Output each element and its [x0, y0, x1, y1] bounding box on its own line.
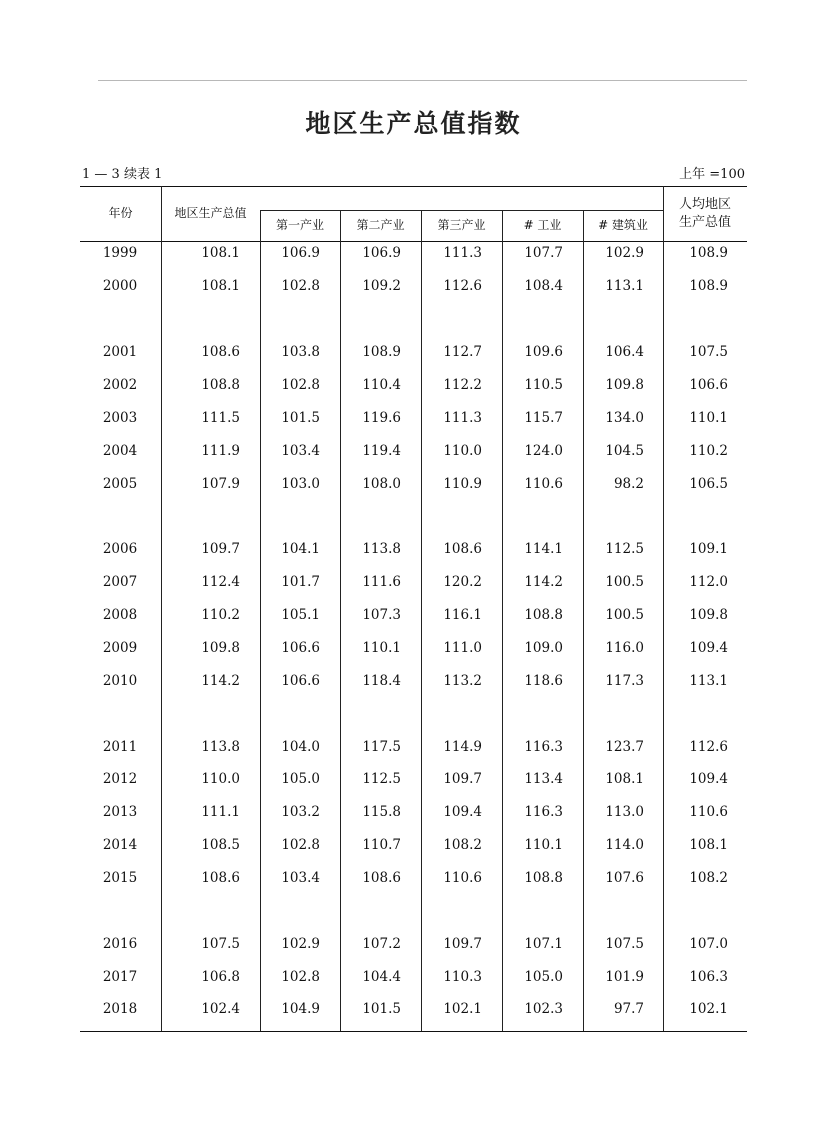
cell-secondary: 108.6 [362, 870, 401, 886]
cell-tertiary: 111.3 [443, 245, 482, 261]
cell-construction: 114.0 [605, 837, 644, 853]
header-construction: # 建筑业 [598, 218, 648, 232]
cell-industry: 108.8 [524, 870, 563, 886]
cell-industry: 113.4 [524, 771, 563, 787]
cell-secondary: 107.2 [362, 936, 401, 952]
cell-industry: 105.0 [524, 969, 563, 985]
cell-industry: 110.1 [524, 837, 563, 853]
cell-primary: 102.8 [281, 837, 320, 853]
table-row [80, 802, 747, 822]
cell-secondary: 111.6 [362, 574, 401, 590]
cell-secondary: 117.5 [362, 739, 401, 755]
cell-construction: 107.6 [605, 870, 644, 886]
cell-gdp: 108.8 [201, 377, 240, 393]
cell-year: 2014 [102, 837, 138, 853]
cell-gdp: 108.6 [201, 870, 240, 886]
cell-industry: 115.7 [524, 410, 563, 426]
table-row [80, 934, 747, 954]
subheader-rule [260, 210, 663, 211]
cell-per-capita: 108.1 [689, 837, 728, 853]
cell-year: 2015 [102, 870, 138, 886]
cell-gdp: 112.4 [201, 574, 240, 590]
cell-per-capita: 106.5 [689, 476, 728, 492]
cell-year: 2005 [102, 476, 138, 492]
table-row [80, 605, 747, 625]
cell-primary: 101.7 [281, 574, 320, 590]
cell-year: 2017 [102, 969, 138, 985]
cell-primary: 103.4 [281, 443, 320, 459]
cell-secondary: 107.3 [362, 607, 401, 623]
cell-per-capita: 108.9 [689, 245, 728, 261]
cell-construction: 113.1 [605, 278, 644, 294]
cell-construction: 101.9 [605, 969, 644, 985]
header-bottom-rule [80, 241, 747, 242]
cell-year: 2008 [102, 607, 138, 623]
cell-industry: 116.3 [524, 804, 563, 820]
cell-year: 2013 [102, 804, 138, 820]
cell-per-capita: 106.3 [689, 969, 728, 985]
cell-per-capita: 109.4 [689, 771, 728, 787]
cell-tertiary: 109.7 [443, 936, 482, 952]
cell-gdp: 108.6 [201, 344, 240, 360]
cell-per-capita: 110.6 [689, 804, 728, 820]
cell-primary: 106.6 [281, 640, 320, 656]
cell-construction: 106.4 [605, 344, 644, 360]
cell-gdp: 113.8 [201, 739, 240, 755]
cell-tertiary: 110.3 [443, 969, 482, 985]
cell-primary: 106.6 [281, 673, 320, 689]
cell-industry: 109.0 [524, 640, 563, 656]
header-year: 年份 [108, 206, 133, 220]
table-row [80, 276, 747, 296]
cell-secondary: 113.8 [362, 541, 401, 557]
table-row [80, 342, 747, 362]
cell-secondary: 112.5 [362, 771, 401, 787]
cell-construction: 97.7 [613, 1001, 644, 1017]
cell-per-capita: 110.2 [689, 443, 728, 459]
cell-industry: 107.7 [524, 245, 563, 261]
table-row [80, 243, 747, 263]
cell-secondary: 110.7 [362, 837, 401, 853]
cell-per-capita: 112.0 [689, 574, 728, 590]
cell-year: 2016 [102, 936, 138, 952]
cell-tertiary: 111.0 [443, 640, 482, 656]
cell-per-capita: 110.1 [689, 410, 728, 426]
cell-secondary: 104.4 [362, 969, 401, 985]
cell-year: 2018 [102, 1001, 138, 1017]
table-row [80, 375, 747, 395]
cell-construction: 116.0 [605, 640, 644, 656]
cell-year: 2002 [102, 377, 138, 393]
cell-secondary: 119.6 [362, 410, 401, 426]
cell-tertiary: 112.6 [443, 278, 482, 294]
cell-per-capita: 112.6 [689, 739, 728, 755]
cell-construction: 102.9 [605, 245, 644, 261]
table-row [80, 967, 747, 987]
cell-industry: 124.0 [524, 443, 563, 459]
cell-primary: 103.2 [281, 804, 320, 820]
cell-gdp: 108.1 [201, 278, 240, 294]
cell-per-capita: 109.1 [689, 541, 728, 557]
cell-tertiary: 110.9 [443, 476, 482, 492]
cell-per-capita: 109.4 [689, 640, 728, 656]
cell-year: 2011 [102, 739, 138, 755]
cell-construction: 123.7 [605, 739, 644, 755]
cell-tertiary: 109.4 [443, 804, 482, 820]
cell-primary: 103.0 [281, 476, 320, 492]
cell-industry: 109.6 [524, 344, 563, 360]
cell-tertiary: 112.2 [443, 377, 482, 393]
cell-construction: 100.5 [605, 607, 644, 623]
cell-gdp: 108.5 [201, 837, 240, 853]
cell-gdp: 102.4 [201, 1001, 240, 1017]
table-row [80, 671, 747, 691]
unit-note: 上年 =100 [679, 167, 745, 182]
cell-per-capita: 108.2 [689, 870, 728, 886]
cell-secondary: 118.4 [362, 673, 401, 689]
cell-primary: 106.9 [281, 245, 320, 261]
cell-primary: 105.1 [281, 607, 320, 623]
cell-per-capita: 107.0 [689, 936, 728, 952]
cell-primary: 102.8 [281, 278, 320, 294]
cell-gdp: 110.0 [201, 771, 240, 787]
header-tertiary: 第三产业 [437, 218, 486, 232]
cell-industry: 108.8 [524, 607, 563, 623]
cell-year: 1999 [102, 245, 138, 261]
cell-tertiary: 108.6 [443, 541, 482, 557]
cell-per-capita: 106.6 [689, 377, 728, 393]
cell-industry: 114.2 [524, 574, 563, 590]
cell-industry: 107.1 [524, 936, 563, 952]
cell-per-capita: 109.8 [689, 607, 728, 623]
header-primary: 第一产业 [275, 218, 324, 232]
cell-gdp: 111.5 [201, 410, 240, 426]
table-row [80, 868, 747, 888]
cell-per-capita: 113.1 [689, 673, 728, 689]
cell-primary: 104.0 [281, 739, 320, 755]
table-row [80, 539, 747, 559]
cell-construction: 108.1 [605, 771, 644, 787]
cell-industry: 118.6 [524, 673, 563, 689]
table-row [80, 572, 747, 592]
cell-industry: 108.4 [524, 278, 563, 294]
cell-secondary: 108.0 [362, 476, 401, 492]
cell-gdp: 109.7 [201, 541, 240, 557]
cell-primary: 102.8 [281, 969, 320, 985]
cell-tertiary: 120.2 [443, 574, 482, 590]
table-row [80, 638, 747, 658]
table-label: 1 — 3 续表 1 [82, 167, 163, 182]
top-rule [98, 80, 747, 81]
cell-primary: 104.1 [281, 541, 320, 557]
cell-tertiary: 112.7 [443, 344, 482, 360]
cell-per-capita: 107.5 [689, 344, 728, 360]
cell-gdp: 111.1 [201, 804, 240, 820]
cell-secondary: 119.4 [362, 443, 401, 459]
cell-tertiary: 110.0 [443, 443, 482, 459]
page-title: 地区生产总值指数 [305, 109, 522, 138]
cell-industry: 114.1 [524, 541, 563, 557]
table-row [80, 408, 747, 428]
cell-primary: 103.8 [281, 344, 320, 360]
cell-per-capita: 102.1 [689, 1001, 728, 1017]
cell-gdp: 107.5 [201, 936, 240, 952]
header-per-capita-line2: 生产总值 [678, 215, 731, 230]
cell-year: 2009 [102, 640, 138, 656]
table-row [80, 769, 747, 789]
cell-industry: 116.3 [524, 739, 563, 755]
cell-gdp: 110.2 [201, 607, 240, 623]
table-row [80, 474, 747, 494]
header-industry: # 工业 [523, 218, 562, 232]
cell-secondary: 108.9 [362, 344, 401, 360]
cell-secondary: 110.4 [362, 377, 401, 393]
table-bottom-rule [80, 1031, 747, 1032]
cell-year: 2006 [102, 541, 138, 557]
cell-tertiary: 116.1 [443, 607, 482, 623]
cell-construction: 100.5 [605, 574, 644, 590]
gdp-index-table [80, 186, 747, 1032]
cell-construction: 134.0 [605, 410, 644, 426]
cell-gdp: 107.9 [201, 476, 240, 492]
cell-tertiary: 114.9 [443, 739, 482, 755]
table-top-rule [80, 186, 747, 187]
cell-primary: 102.8 [281, 377, 320, 393]
cell-year: 2000 [102, 278, 138, 294]
table-row [80, 737, 747, 757]
cell-construction: 107.5 [605, 936, 644, 952]
cell-year: 2003 [102, 410, 138, 426]
cell-tertiary: 113.2 [443, 673, 482, 689]
cell-construction: 113.0 [605, 804, 644, 820]
cell-construction: 112.5 [605, 541, 644, 557]
cell-primary: 104.9 [281, 1001, 320, 1017]
cell-secondary: 106.9 [362, 245, 401, 261]
cell-secondary: 110.1 [362, 640, 401, 656]
cell-tertiary: 108.2 [443, 837, 482, 853]
cell-tertiary: 111.3 [443, 410, 482, 426]
cell-secondary: 109.2 [362, 278, 401, 294]
cell-gdp: 108.1 [201, 245, 240, 261]
header-gdp: 地区生产总值 [174, 206, 247, 220]
cell-primary: 101.5 [281, 410, 320, 426]
cell-year: 2010 [102, 673, 138, 689]
cell-tertiary: 102.1 [443, 1001, 482, 1017]
cell-industry: 110.6 [524, 476, 563, 492]
cell-gdp: 109.8 [201, 640, 240, 656]
cell-construction: 109.8 [605, 377, 644, 393]
table-row [80, 999, 747, 1019]
cell-gdp: 111.9 [201, 443, 240, 459]
cell-secondary: 101.5 [362, 1001, 401, 1017]
cell-year: 2001 [102, 344, 138, 360]
cell-secondary: 115.8 [362, 804, 401, 820]
cell-primary: 105.0 [281, 771, 320, 787]
cell-per-capita: 108.9 [689, 278, 728, 294]
table-row [80, 835, 747, 855]
cell-year: 2007 [102, 574, 138, 590]
cell-industry: 102.3 [524, 1001, 563, 1017]
header-per-capita-line1: 人均地区 [678, 197, 731, 212]
cell-construction: 104.5 [605, 443, 644, 459]
cell-construction: 117.3 [605, 673, 644, 689]
cell-industry: 110.5 [524, 377, 563, 393]
cell-tertiary: 109.7 [443, 771, 482, 787]
cell-gdp: 106.8 [201, 969, 240, 985]
header-secondary: 第二产业 [356, 218, 405, 232]
cell-primary: 102.9 [281, 936, 320, 952]
cell-year: 2004 [102, 443, 138, 459]
cell-year: 2012 [102, 771, 138, 787]
cell-tertiary: 110.6 [443, 870, 482, 886]
table-row [80, 441, 747, 461]
cell-primary: 103.4 [281, 870, 320, 886]
cell-gdp: 114.2 [201, 673, 240, 689]
cell-construction: 98.2 [613, 476, 644, 492]
